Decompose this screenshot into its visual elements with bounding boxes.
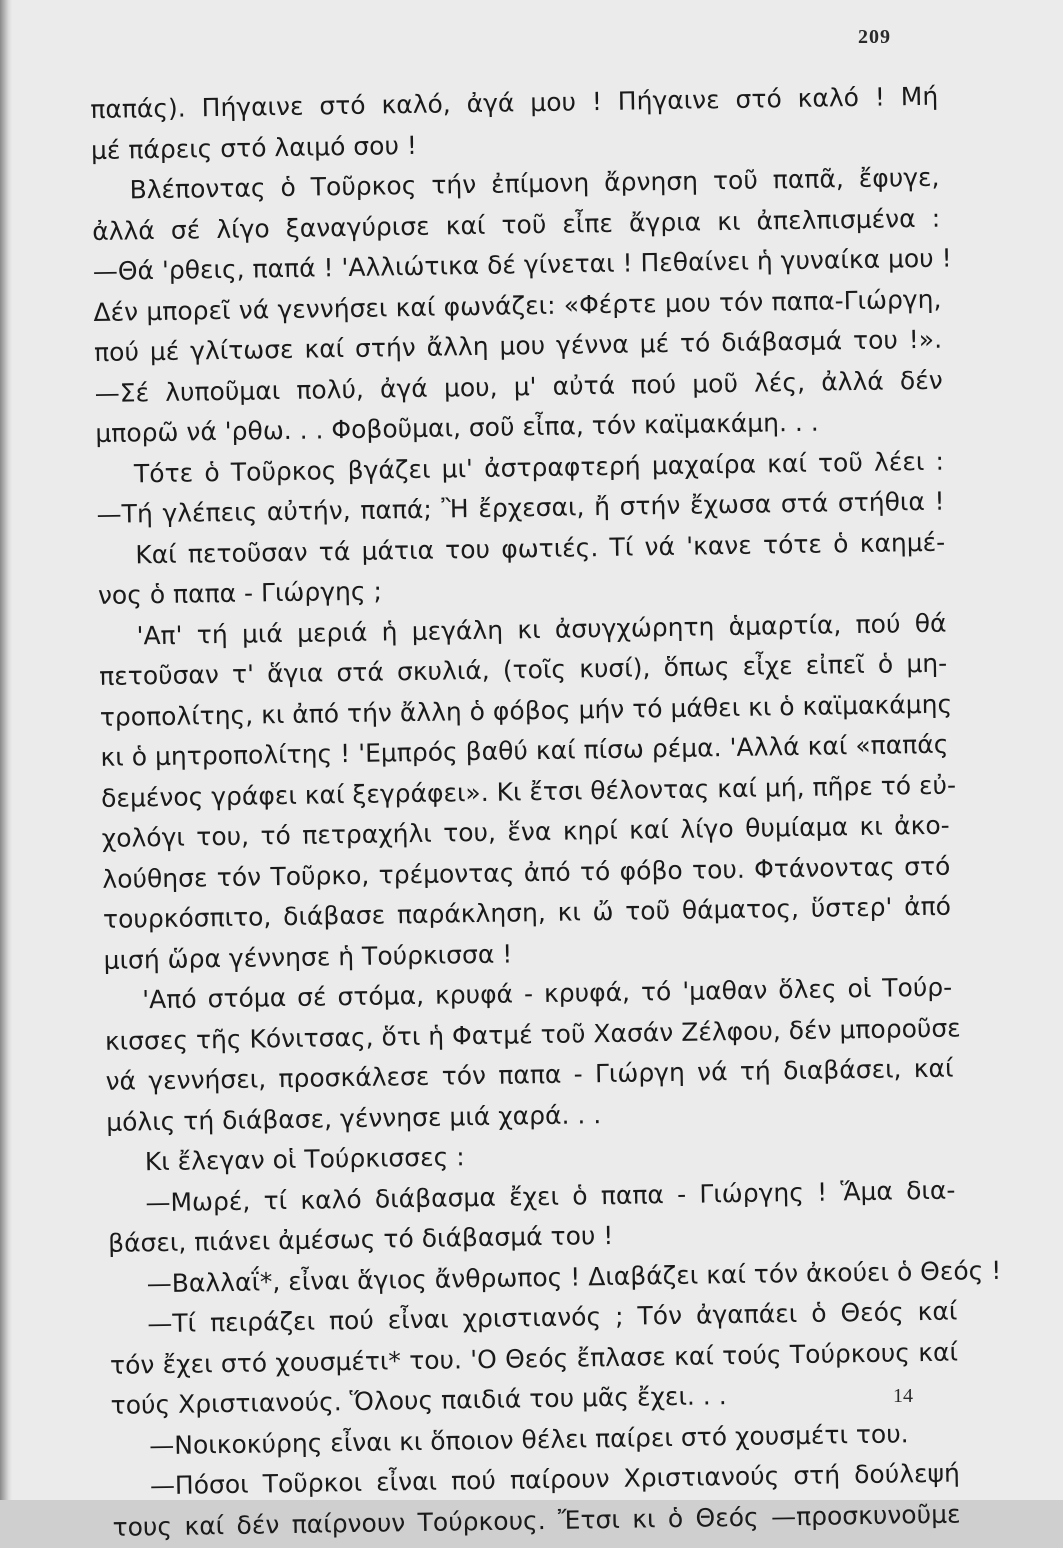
text-line: χολόγι του, τό πετραχήλι του, ἕνα κηρί καί λίγο θυμίαμα κι ἀκο-: [101, 810, 950, 853]
text-line: ἀλλά σέ λίγο ξαναγύρισε καί τοῦ εἶπε ἄγρια κι ἀπελπισμένα :: [91, 203, 941, 246]
text-line: —Τί πειράζει πού εἶναι χριστιανός ; Τόν ἀγαπάει ὁ Θεός καί: [147, 1296, 958, 1339]
text-line: τους καί δέν παίρνουν Τούρκους. Ἔτσι κι ὁ Θεός —προσκυνοῦμε: [112, 1499, 961, 1542]
text-line: λούθησε τόν Τοῦρκο, τρέμοντας ἀπό τό φόβο του. Φτάνοντας στό: [102, 851, 951, 894]
text-line: βάσει, πιάνει ἀμέσως τό διάβασμά του !: [107, 1220, 614, 1258]
text-line: —Βαλλαΐ*, εἶναι ἅγιος ἄνθρωπος ! Διαβάζει καί τόν ἀκούει ὁ Θεός !: [146, 1255, 1002, 1298]
text-line: νά γεννήσει, προσκάλεσε τόν παπα - Γιώργη νά τή διαβάσει, καί: [105, 1053, 954, 1096]
text-line: Τότε ὁ Τοῦρκος βγάζει μι' ἀστραφτερή μαχαίρα καί τοῦ λέει :: [133, 446, 945, 488]
text-line: παπάς). Πήγαινε στό καλό, ἀγά μου ! Πήγαινε στό καλό ! Μή: [90, 81, 939, 124]
text-line: τουρκόσπιτο, διάβασε παράκληση, κι ὤ τοῦ θάματος, ὕστερ' ἀπό: [102, 891, 952, 934]
text-line: 'Από στόμα σέ στόμα, κρυφά - κρυφά, τό 'μαθαν ὅλες οἱ Τούρ-: [142, 972, 953, 1015]
text-line: Βλέποντας ὁ Τοῦρκος τήν ἐπίμονη ἄρνηση τοῦ παπᾶ, ἔφυγε,: [129, 162, 940, 205]
text-line: —Σέ λυποῦμαι πολύ, ἀγά μου, μ' αὐτά πού μοῦ λές, ἀλλά δέν: [94, 365, 943, 408]
text-line: μόλις τή διάβασε, γέννησε μιά χαρά. . .: [105, 1099, 602, 1137]
text-line: πού μέ γλίτωσε καί στήν ἄλλη μου γέννα μέ τό διάβασμά του !».: [93, 324, 943, 367]
text-line: —Νοικοκύρης εἶναι κι ὅποιον θέλει παίρει στό χουσμέτι του.: [149, 1418, 909, 1460]
text-line: πετοῦσαν τ' ἅγια στά σκυλιά, (τοῖς κυσί), ὅπως εἶχε εἰπεῖ ὁ μη-: [98, 648, 948, 691]
text-line: —Τή γλέπεις αὐτήν, παπά; Ἢ ἔρχεσαι, ἤ στήν ἔχωσα στά στήθια !: [96, 486, 945, 529]
text-line: τροπολίτης, κι ἀπό τήν ἄλλη ὁ φόβος μήν τό μάθει κι ὁ καϊμακάμης: [99, 689, 953, 732]
text-line: Κι ἔλεγαν οἱ Τούρκισσες :: [144, 1142, 465, 1177]
text-line: νος ὁ παπα - Γιώργης ;: [97, 576, 383, 610]
text-line: δεμένος γράφει καί ξεγράφει». Κι ἔτσι θέλοντας καί μή, πῆρε τό εὐ-: [100, 769, 957, 813]
page-number: 209: [858, 26, 891, 48]
text-line: κι ὁ μητροπολίτης ! 'Εμπρός βαθύ καί πίσω ρέμα. 'Αλλά καί «παπάς: [100, 729, 949, 772]
body-text: [90, 77, 1002, 1548]
text-line: μισή ὥρα γέννησε ἡ Τούρκισσα !: [103, 938, 513, 975]
text-line: 'Απ' τή μιά μεριά ἡ μεγάλη κι ἀσυγχώρητη ἁμαρτία, πού θά: [136, 608, 947, 650]
text-line: Καί πετοῦσαν τά μάτια του φωτιές. Τί νά 'κανε τότε ὁ καημέ-: [135, 527, 946, 569]
text-line: —Πόσοι Τοῦρκοι εἶναι πού παίρουν Χριστιανούς στή δούλεψή: [149, 1458, 961, 1501]
text-line: τούς Χριστιανούς. Ὅλους παιδιά του μᾶς ἔχει. . .: [110, 1381, 727, 1420]
text-line: μέ πάρεις στό λαιμό σου !: [90, 130, 418, 165]
text-line: κισσες τῆς Κόνιτσας, ὅτι ἡ Φατμέ τοῦ Χασάν Ζέλφου, δέν μποροῦσε: [104, 1012, 961, 1056]
text-line: —Θά 'ρθεις, παπά ! 'Αλλιώτικα δέ γίνεται ! Πεθαίνει ἡ γυναίκα μου !: [92, 243, 952, 286]
text-line: Δέν μπορεῖ νά γεννήσει καί φωνάζει: «Φέρτε μου τόν παπα-Γιώργη,: [93, 284, 942, 327]
printer-signature: 14: [893, 1385, 913, 1407]
text-line: μπορῶ νά 'ρθω. . . Φοβοῦμαι, σοῦ εἶπα, τόν καϊμακάμη. . .: [95, 407, 819, 448]
text-line: τόν ἔχει στό χουσμέτι* του. 'Ο Θεός ἔπλασε καί τούς Τούρκους καί: [109, 1337, 959, 1380]
text-line: —Μωρέ, τί καλό διάβασμα ἔχει ὁ παπα - Γιώργης ! Ἅμα δια-: [145, 1175, 956, 1217]
page-gutter-shadow: [0, 0, 12, 1500]
